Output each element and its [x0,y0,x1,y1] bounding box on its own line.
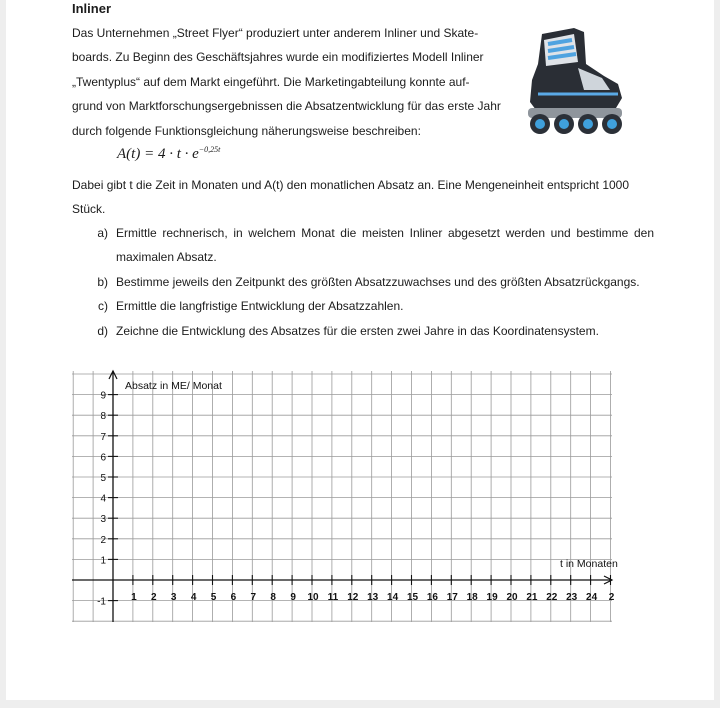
x-tick-label: 7 [250,592,257,603]
y-tick-label: 8 [100,411,106,423]
y-tick-label: 3 [100,514,106,526]
formula-base: A(t) = 4 · t · e [117,146,199,162]
intro-line: durch folgende Funktionsgleichung näherungsweise beschreiben: [72,123,421,138]
task-text: Zeichne die Entwicklung des Absatzes für die ersten zwei Jahre in das Koordinatensystem. [116,323,599,338]
x-tick-label: 9 [290,592,296,603]
task-text: Bestimme jeweils den Zeitpunkt des größten Absatzzuwachses und des größten Absatzrückgangs. [116,274,640,289]
x-tick-label: 23 [566,592,578,603]
x-tick-label: 14 [387,592,399,603]
intro-line: Das Unternehmen „Street Flyer“ produziert unter anderem Inliner und Skate- [72,26,479,40]
task-text: Ermittle die langfristige Entwicklung der Absatzzahlen. [116,299,404,314]
page-title: Inliner [72,1,112,16]
x-tick-label: 15 [406,592,419,603]
y-tick-label: 1 [100,555,106,567]
x-axis-label: t in Monaten [560,558,618,570]
x-tick-label: 16 [426,592,438,603]
x-tick-label: 19 [486,592,498,603]
intro-line: boards. Zu Beginn des Geschäftsjahres wurde ein modifiziertes Modell Inliner [72,50,484,65]
formula-exponent: −0,25t [198,145,221,154]
y-tick-label: 5 [100,473,106,484]
description-line: Stück. [72,202,106,217]
intro-line: grund von Marktforschungsergebnissen die Absatzentwicklung für das erste Jahr [72,99,501,114]
x-tick-label: 11 [327,592,339,603]
x-tick-label: 5 [210,592,217,603]
x-tick-label: 13 [367,592,379,603]
task-letter: d) [97,323,108,338]
x-tick-label: 10 [307,592,319,603]
x-tick-label: 8 [270,592,276,603]
y-tick-label: 7 [100,431,106,443]
x-tick-label: 20 [506,592,518,603]
x-tick-label: 2 [151,592,157,603]
task-letter: c) [98,299,108,314]
x-tick-label: 24 [586,592,598,603]
y-tick-label: 4 [100,493,106,505]
y-axis-label: Absatz in ME/ Monat [125,380,222,392]
x-tick-label: 2 [608,592,615,603]
x-tick-label: 3 [170,592,177,603]
y-tick-label: -1 [97,596,106,608]
x-tick-label: 1 [131,592,137,603]
x-tick-label: 6 [230,592,237,603]
x-tick-label: 22 [546,592,558,603]
y-tick-label: 2 [100,534,106,546]
intro-line: „Twentyplus“ auf dem Markt eingeführt. Die Marketingabteilung konnte auf- [72,74,470,89]
x-tick-label: 4 [190,592,197,603]
y-tick-label: 6 [100,452,106,464]
task-letter: b) [97,274,108,289]
x-tick-label: 18 [466,592,478,603]
description-line: Dabei gibt t die Zeit in Monaten und A(t) den monatlichen Absatz an. Eine Mengeneinheit entspricht 1000 [72,178,630,192]
task-letter: a) [97,226,108,240]
x-tick-label: 12 [347,592,359,603]
y-tick-label: 9 [100,390,106,402]
x-tick-label: 17 [446,592,458,603]
task-text: Ermittle rechnerisch, in welchem Monat die meisten Inliner abgesetzt werden und bestimme den maximalen Absatz. [116,226,654,265]
x-tick-label: 21 [526,592,538,603]
